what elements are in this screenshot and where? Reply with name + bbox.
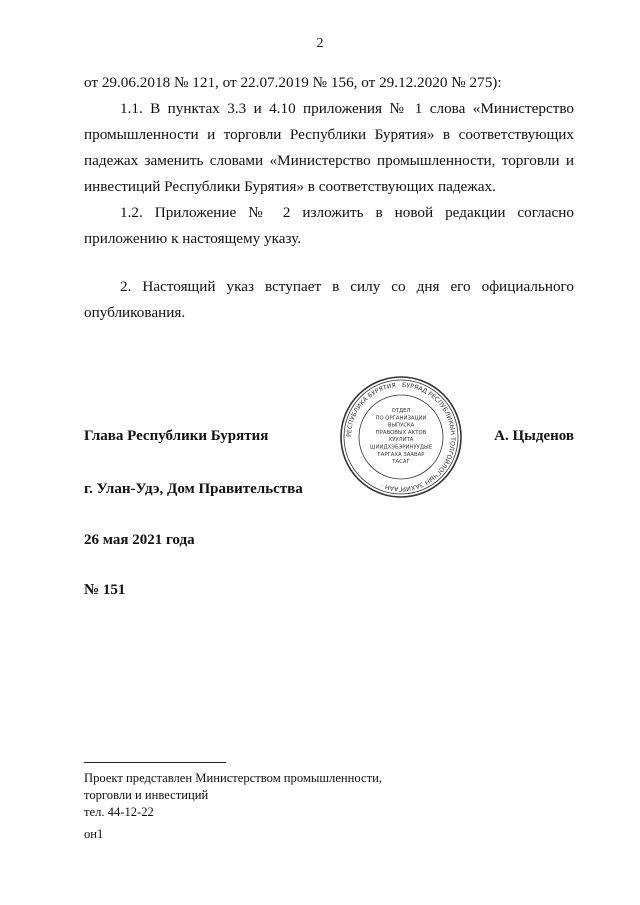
- official-seal: [338, 374, 464, 500]
- seal-center-line: ХУУЛИТА: [388, 437, 414, 444]
- footnote-divider: [84, 762, 226, 763]
- signing-date: 26 мая 2021 года: [84, 532, 195, 548]
- footer-phone: тел. 44-12-22: [84, 805, 154, 819]
- seal-center-line: ШИИДХЭБЭРИНУУДЫЕ: [369, 444, 433, 451]
- paragraph-1-2: 1.2. Приложение № 2 изложить в новой редакции согласно приложению к настоящему указу.: [84, 204, 574, 247]
- seal-center-line: ТАСАГ: [392, 459, 410, 466]
- seal-ring-text: РЕСПУБЛИКА БУРЯТИЯ · БУРЯАД РЕСПУБЛИКЫН ТОЛГОЙЛОГЧЫН ЗАХИРГААН ·: [345, 381, 457, 493]
- paragraph-1-1: 1.1. В пунктах 3.3 и 4.10 приложения № 1 слова «Министерство промышленности и торговли Республики Бурятия» в соответствующих падежах заменить словами «Министерство промышленности, торговли и инвестиций Республики Бурятия» в соответствующих падежах.: [84, 100, 574, 195]
- page-number: 2: [316, 36, 324, 51]
- footer-code: он1: [84, 827, 104, 841]
- signatory-position: Глава Республики Бурятия: [84, 428, 269, 444]
- seal-center-line: ПО ОРГАНИЗАЦИИ: [375, 415, 427, 422]
- seal-center-line: ВЫПУСКА: [387, 422, 415, 429]
- decree-number: № 151: [84, 582, 126, 598]
- seal-center-line: ГАРГАХА ЗААВАР: [377, 451, 425, 458]
- paragraph-references: от 29.06.2018 № 121, от 22.07.2019 № 156, от 29.12.2020 № 275):: [84, 74, 502, 91]
- amendment-text: [84, 70, 574, 252]
- signing-place: г. Улан-Удэ, Дом Правительства: [84, 481, 303, 497]
- signatory-name: А. Цыденов: [494, 428, 574, 444]
- footer-line-1: Проект представлен Министерством промышленности,: [84, 771, 382, 785]
- seal-center-line: ПРАВОВЫХ АКТОВ: [375, 429, 427, 436]
- seal-center-line: ОТДЕЛ: [391, 408, 411, 414]
- footer-line-2: торговли и инвестиций: [84, 788, 209, 802]
- entry-into-force-text: [84, 274, 574, 326]
- paragraph-2: 2. Настоящий указ вступает в силу со дня его официального опубликования.: [84, 278, 574, 321]
